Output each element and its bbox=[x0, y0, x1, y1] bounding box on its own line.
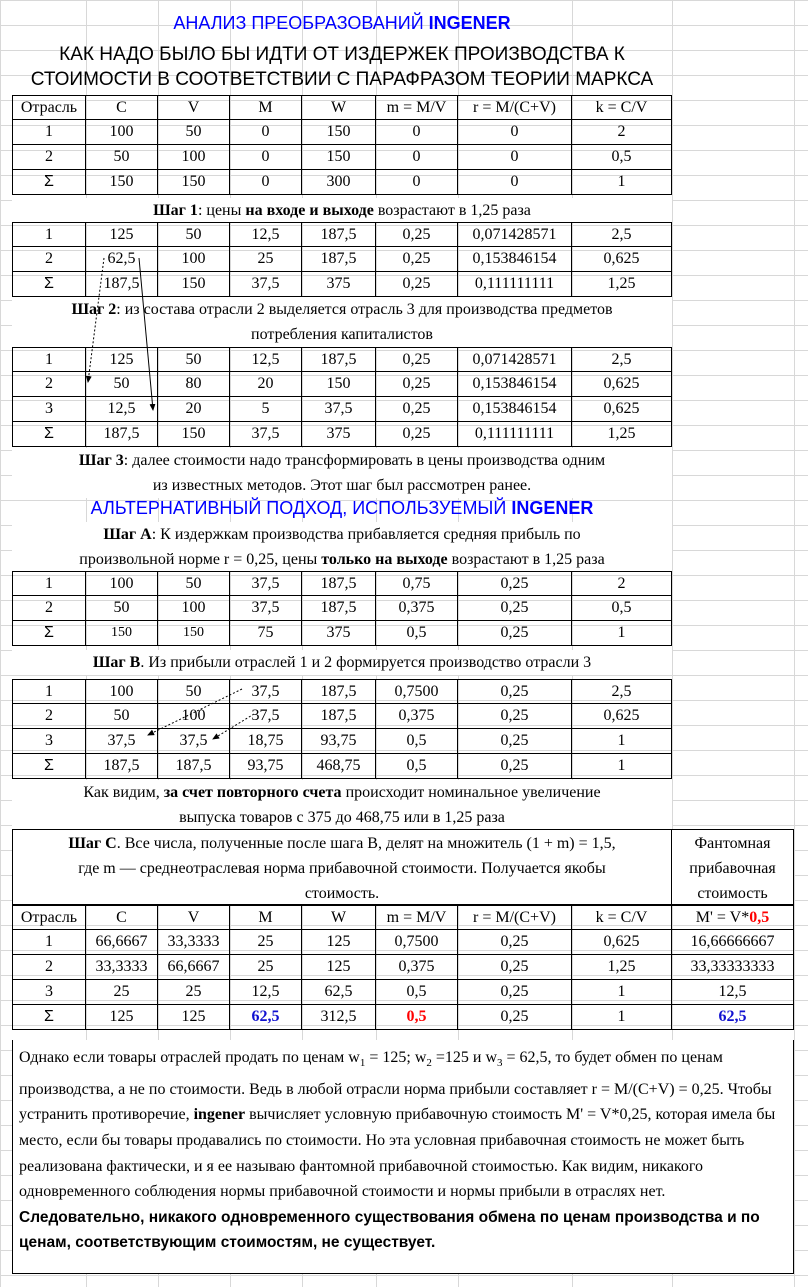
table-cell: 93,75 bbox=[230, 754, 302, 779]
header-cell: C bbox=[86, 905, 158, 930]
table-cell: 12,5 bbox=[230, 222, 302, 247]
table-cell: 37,5 bbox=[230, 571, 302, 596]
table-cell: 0,25 bbox=[458, 955, 572, 980]
table-row bbox=[0, 930, 808, 955]
table-cell: 0,25 bbox=[458, 930, 572, 955]
table-row bbox=[0, 372, 808, 397]
table-cell: 1,25 bbox=[572, 955, 672, 980]
header-cell: V bbox=[158, 905, 230, 930]
table-cell: 0 bbox=[230, 120, 302, 145]
table-cell: 33,3333 bbox=[158, 930, 230, 955]
table-cell: 150 bbox=[86, 621, 158, 646]
table-cell: 37,5 bbox=[86, 729, 158, 754]
table-cell: 0,153846154 bbox=[458, 247, 572, 272]
table-cell: 1 bbox=[572, 729, 672, 754]
table-cell: 375 bbox=[302, 272, 376, 297]
header-cell: m = M/V bbox=[376, 905, 458, 930]
table-cell: Σ bbox=[12, 422, 86, 447]
table-cell: 1,25 bbox=[572, 272, 672, 297]
table-cell: 12,5 bbox=[672, 980, 794, 1005]
header-cell: W bbox=[302, 95, 376, 120]
header-cell: M' = V* 0,5 bbox=[672, 905, 794, 930]
table-cell: 5 bbox=[230, 397, 302, 422]
table-cell: 33,33333333 bbox=[672, 955, 794, 980]
table-cell: 75 bbox=[230, 621, 302, 646]
table-cell: 125 bbox=[86, 222, 158, 247]
table-cell: 3 bbox=[12, 397, 86, 422]
table-row bbox=[0, 422, 808, 447]
table-cell: 0,25 bbox=[458, 679, 572, 704]
table-cell: 0,75 bbox=[376, 571, 458, 596]
table-row bbox=[0, 571, 808, 596]
header-cell: M bbox=[230, 95, 302, 120]
table-cell: 20 bbox=[230, 372, 302, 397]
table-cell: Σ bbox=[12, 170, 86, 195]
table-cell: 0,25 bbox=[458, 1005, 572, 1030]
table-row bbox=[0, 1005, 808, 1030]
table-cell: 2 bbox=[572, 571, 672, 596]
table-cell: 150 bbox=[158, 170, 230, 195]
note-caption: Как видим, за счет повторного счета происходит номинальное увеличение выпуска товаров с 375 до 468,75 или в 1,25 раза bbox=[12, 780, 672, 830]
table-cell: 50 bbox=[86, 372, 158, 397]
step-b-caption: Шаг В. Из прибыли отраслей 1 и 2 формируется производство отрасли 3 bbox=[12, 650, 672, 675]
table-cell: 3 bbox=[12, 980, 86, 1005]
table-cell: 187,5 bbox=[302, 679, 376, 704]
table-cell: 0 bbox=[458, 120, 572, 145]
table-cell: 66,6667 bbox=[86, 930, 158, 955]
table-cell: 100 bbox=[158, 247, 230, 272]
table-cell: 1 bbox=[12, 930, 86, 955]
table-cell: 0,25 bbox=[376, 247, 458, 272]
table-cell: 0,5 bbox=[572, 145, 672, 170]
table-cell: 2 bbox=[572, 120, 672, 145]
table-cell: 1,25 bbox=[572, 422, 672, 447]
subtitle: КАК НАДО БЫЛО БЫ ИДТИ ОТ ИЗДЕРЖЕК ПРОИЗВОДСТВА К СТОИМОСТИ В СООТВЕТСТВИИ С ПАРАФРАЗОМ ТЕОРИИ МАРКСА bbox=[30, 44, 654, 90]
table-cell: 66,6667 bbox=[158, 955, 230, 980]
table-cell: 1 bbox=[12, 679, 86, 704]
table-cell: 150 bbox=[158, 621, 230, 646]
table-cell: 50 bbox=[86, 704, 158, 729]
table-cell: 187,5 bbox=[302, 571, 376, 596]
table-cell: 187,5 bbox=[86, 272, 158, 297]
table-cell: 0,111111111 bbox=[458, 422, 572, 447]
table-cell: 0,153846154 bbox=[458, 397, 572, 422]
table-cell: 0 bbox=[376, 145, 458, 170]
table-cell: 0,5 bbox=[376, 729, 458, 754]
table-cell: 0,5 bbox=[376, 980, 458, 1005]
table-cell: 62,5 bbox=[86, 247, 158, 272]
table-cell: Σ bbox=[12, 272, 86, 297]
table-cell: 0,25 bbox=[376, 222, 458, 247]
table-cell: 125 bbox=[86, 1005, 158, 1030]
table-row bbox=[0, 679, 808, 704]
table-cell: 0,7500 bbox=[376, 930, 458, 955]
table-cell: 2 bbox=[12, 372, 86, 397]
table-cell: 0 bbox=[230, 145, 302, 170]
table-cell: 12,5 bbox=[230, 347, 302, 372]
table-cell: 2 bbox=[12, 247, 86, 272]
table-cell: 100 bbox=[86, 679, 158, 704]
table-cell: 0 bbox=[458, 170, 572, 195]
table-cell: 0,25 bbox=[376, 397, 458, 422]
header-cell: M bbox=[230, 905, 302, 930]
table-cell: 0,5 bbox=[376, 621, 458, 646]
table-cell: 16,66666667 bbox=[672, 930, 794, 955]
header-cell: C bbox=[86, 95, 158, 120]
header-cell: r = M/(C+V) bbox=[458, 905, 572, 930]
table-cell: 125 bbox=[302, 930, 376, 955]
table-cell: 80 bbox=[158, 372, 230, 397]
table-row bbox=[0, 247, 808, 272]
table-cell: 1 bbox=[12, 571, 86, 596]
table-cell: 18,75 bbox=[230, 729, 302, 754]
table-cell: 0,375 bbox=[376, 704, 458, 729]
table-cell: 0,625 bbox=[572, 372, 672, 397]
table-cell: 50 bbox=[158, 571, 230, 596]
table-cell: Σ bbox=[12, 754, 86, 779]
table-cell: 0,25 bbox=[376, 372, 458, 397]
table-cell: 187,5 bbox=[302, 247, 376, 272]
table-cell: 1 bbox=[572, 980, 672, 1005]
table-cell: 0,5 bbox=[572, 596, 672, 621]
table-cell: 468,75 bbox=[302, 754, 376, 779]
table-cell: 1 bbox=[572, 1005, 672, 1030]
table-cell: 20 bbox=[158, 397, 230, 422]
conclusion-paragraph: Однако если товары отраслей продать по ценам $w_1 = 125$; $w_2 =125$ и $w_3 = 62,5$, то будет обмен по ценам производства, а не по стоимости. Ведь в любой отрасли норма прибыли составляет r = M/(C+V) = 0,25. Чтобы устранить противоречие, ingener вычисляет условную прибавочную стоимость M' = V*0,25, которая имела бы место, если бы товары продавались по стоимости. Но эта условная прибавочная стоимость не может быть реализована фактически, и я ее называю фантомной прибавочной стоимостью. Как видим, никакого одновременного соблюдения нормы прибавочной стоимости и нормы прибыли в отраслях нет. Следовательно, никакого одновременного существования обмена по ценам производства и по ценам, соответствующим стоимостям, не существует. bbox=[12, 1040, 794, 1274]
table-cell: 50 bbox=[158, 222, 230, 247]
table-row bbox=[0, 347, 808, 372]
table-cell: 62,5 bbox=[230, 1005, 302, 1030]
page-title: АНАЛИЗ ПРЕОБРАЗОВАНИЙ INGENER bbox=[173, 13, 511, 33]
table-row bbox=[0, 704, 808, 729]
alternative-title: АЛЬТЕРНАТИВНЫЙ ПОДХОД, ИСПОЛЬЗУЕМЫЙ INGENER bbox=[90, 498, 594, 518]
table-cell: 150 bbox=[86, 170, 158, 195]
table-cell: 50 bbox=[158, 347, 230, 372]
step-2-caption: Шаг 2: из состава отрасли 2 выделяется отрасль 3 для производства предметов потребления капиталистов bbox=[12, 297, 672, 347]
table-cell: 37,5 bbox=[230, 596, 302, 621]
table-cell: 312,5 bbox=[302, 1005, 376, 1030]
table-cell: 25 bbox=[158, 980, 230, 1005]
table-cell: 37,5 bbox=[230, 272, 302, 297]
table-cell: 0,25 bbox=[458, 980, 572, 1005]
table-header-row bbox=[0, 905, 808, 930]
table-row bbox=[0, 621, 808, 646]
table-cell: 1 bbox=[12, 222, 86, 247]
header-cell: W bbox=[302, 905, 376, 930]
table-cell: 187,5 bbox=[86, 754, 158, 779]
table-cell: 100 bbox=[86, 120, 158, 145]
table-cell: 125 bbox=[86, 347, 158, 372]
table-cell: 1 bbox=[572, 170, 672, 195]
table-cell: 3 bbox=[12, 729, 86, 754]
table-cell: 0,071428571 bbox=[458, 347, 572, 372]
table-cell: 0,25 bbox=[458, 571, 572, 596]
table-cell: 2,5 bbox=[572, 347, 672, 372]
table-cell: 300 bbox=[302, 170, 376, 195]
table-cell: 0,071428571 bbox=[458, 222, 572, 247]
table-cell: Σ bbox=[12, 1005, 86, 1030]
table-cell: 0,25 bbox=[458, 754, 572, 779]
table-cell: 2,5 bbox=[572, 222, 672, 247]
table-cell: 62,5 bbox=[302, 980, 376, 1005]
table-cell: 93,75 bbox=[302, 729, 376, 754]
step-3-caption: Шаг 3: далее стоимости надо трансформировать в цены производства одним из известных методов. Этот шаг был рассмотрен ранее. bbox=[12, 448, 672, 498]
table-cell: 0,7500 bbox=[376, 679, 458, 704]
table-cell: 0,625 bbox=[572, 397, 672, 422]
header-cell: r = M/(C+V) bbox=[458, 95, 572, 120]
table-cell: 187,5 bbox=[302, 222, 376, 247]
table-cell: 25 bbox=[86, 980, 158, 1005]
step-a-caption: Шаг А: К издержкам производства прибавляется средняя прибыль по произвольной норме r = 0,25, цены только на выходе возрастают в 1,25 раза bbox=[12, 522, 672, 572]
table-cell: 125 bbox=[302, 955, 376, 980]
conclusion-bold: Следовательно, никакого одновременного существования обмена по ценам производства и по ценам, соответствующим стоимостям, не существует. bbox=[19, 1208, 760, 1252]
table-cell: 1 bbox=[572, 621, 672, 646]
table-cell: 0,25 bbox=[376, 272, 458, 297]
table-row bbox=[0, 397, 808, 422]
table-cell: 0,375 bbox=[376, 955, 458, 980]
table-cell: 25 bbox=[230, 955, 302, 980]
header-cell: Отрасль bbox=[12, 95, 86, 120]
table-cell: 62,5 bbox=[672, 1005, 794, 1030]
table-cell: 1 bbox=[12, 347, 86, 372]
table-cell: 0,25 bbox=[376, 422, 458, 447]
table-row bbox=[0, 272, 808, 297]
table-cell: 37,5 bbox=[230, 422, 302, 447]
table-cell: 2 bbox=[12, 704, 86, 729]
step-1-caption: Шаг 1: цены на входе и выходе возрастают в 1,25 раза bbox=[12, 198, 672, 223]
table-row bbox=[0, 754, 808, 779]
table-cell: 37,5 bbox=[230, 679, 302, 704]
header-cell: k = C/V bbox=[572, 95, 672, 120]
header-cell: m = M/V bbox=[376, 95, 458, 120]
table-cell: 12,5 bbox=[230, 980, 302, 1005]
table-cell: 0,375 bbox=[376, 596, 458, 621]
table-row bbox=[0, 596, 808, 621]
table-cell: 100 bbox=[86, 571, 158, 596]
table-cell: 0,625 bbox=[572, 704, 672, 729]
table-cell: 1 bbox=[12, 120, 86, 145]
table-cell: 12,5 bbox=[86, 397, 158, 422]
table-cell: 50 bbox=[86, 596, 158, 621]
table-cell: 0,25 bbox=[458, 704, 572, 729]
table-row bbox=[0, 980, 808, 1005]
table-cell: 375 bbox=[302, 422, 376, 447]
table-cell: 33,3333 bbox=[86, 955, 158, 980]
table-cell: 0,25 bbox=[458, 596, 572, 621]
table-cell: 150 bbox=[302, 120, 376, 145]
table-cell: 150 bbox=[158, 272, 230, 297]
table-cell: 0 bbox=[458, 145, 572, 170]
table-cell: 0,5 bbox=[376, 754, 458, 779]
table-cell: 187,5 bbox=[302, 704, 376, 729]
table-cell: 150 bbox=[302, 145, 376, 170]
step-c-caption: Шаг С. Все числа, полученные после шага В, делят на множитель (1 + m) = 1,5, где m — среднеотраслевая норма прибавочной стоимости. Получается якобы стоимость. bbox=[12, 829, 672, 905]
table-row bbox=[0, 729, 808, 754]
table-cell: 0,5 bbox=[376, 1005, 458, 1030]
table-cell: 100 bbox=[158, 145, 230, 170]
table-cell: 0,625 bbox=[572, 930, 672, 955]
table-cell: 0,625 bbox=[572, 247, 672, 272]
table-cell: 0,153846154 bbox=[458, 372, 572, 397]
table-cell: 0,25 bbox=[458, 729, 572, 754]
table-cell: 0,111111111 bbox=[458, 272, 572, 297]
table-cell: 2 bbox=[12, 145, 86, 170]
table-row bbox=[0, 145, 808, 170]
table-cell: 0 bbox=[376, 170, 458, 195]
table-cell: 187,5 bbox=[86, 422, 158, 447]
table-cell: 50 bbox=[158, 120, 230, 145]
table-cell: 187,5 bbox=[302, 347, 376, 372]
table-row bbox=[0, 955, 808, 980]
table-cell: 2 bbox=[12, 955, 86, 980]
table-cell: 0 bbox=[376, 120, 458, 145]
table-cell: 150 bbox=[158, 422, 230, 447]
table-row bbox=[0, 170, 808, 195]
table-cell: 375 bbox=[302, 621, 376, 646]
table-cell: 1 bbox=[572, 754, 672, 779]
table-cell: 25 bbox=[230, 247, 302, 272]
table-cell: 125 bbox=[158, 1005, 230, 1030]
table-cell: 37,5 bbox=[230, 704, 302, 729]
table-cell: 50 bbox=[158, 679, 230, 704]
header-cell: k = C/V bbox=[572, 905, 672, 930]
header-cell: Отрасль bbox=[12, 905, 86, 930]
table-cell: 187,5 bbox=[158, 754, 230, 779]
table-cell: 187,5 bbox=[302, 596, 376, 621]
table-cell: 2,5 bbox=[572, 679, 672, 704]
table-cell: 37,5 bbox=[302, 397, 376, 422]
table-cell: 25 bbox=[230, 930, 302, 955]
table-cell: 100 bbox=[158, 596, 230, 621]
table-cell: 50 bbox=[86, 145, 158, 170]
header-cell: V bbox=[158, 95, 230, 120]
table-cell: 0 bbox=[230, 170, 302, 195]
table-cell: 100 bbox=[158, 704, 230, 729]
table-cell: 0,25 bbox=[458, 621, 572, 646]
table-cell: 37,5 bbox=[158, 729, 230, 754]
table-row bbox=[0, 222, 808, 247]
table-header-row bbox=[0, 95, 808, 120]
table-cell: 150 bbox=[302, 372, 376, 397]
phantom-header: Фантомная прибавочная стоимость bbox=[672, 829, 794, 905]
table-row bbox=[0, 120, 808, 145]
table-cell: 2 bbox=[12, 596, 86, 621]
table-cell: Σ bbox=[12, 621, 86, 646]
table-cell: 0,25 bbox=[376, 347, 458, 372]
